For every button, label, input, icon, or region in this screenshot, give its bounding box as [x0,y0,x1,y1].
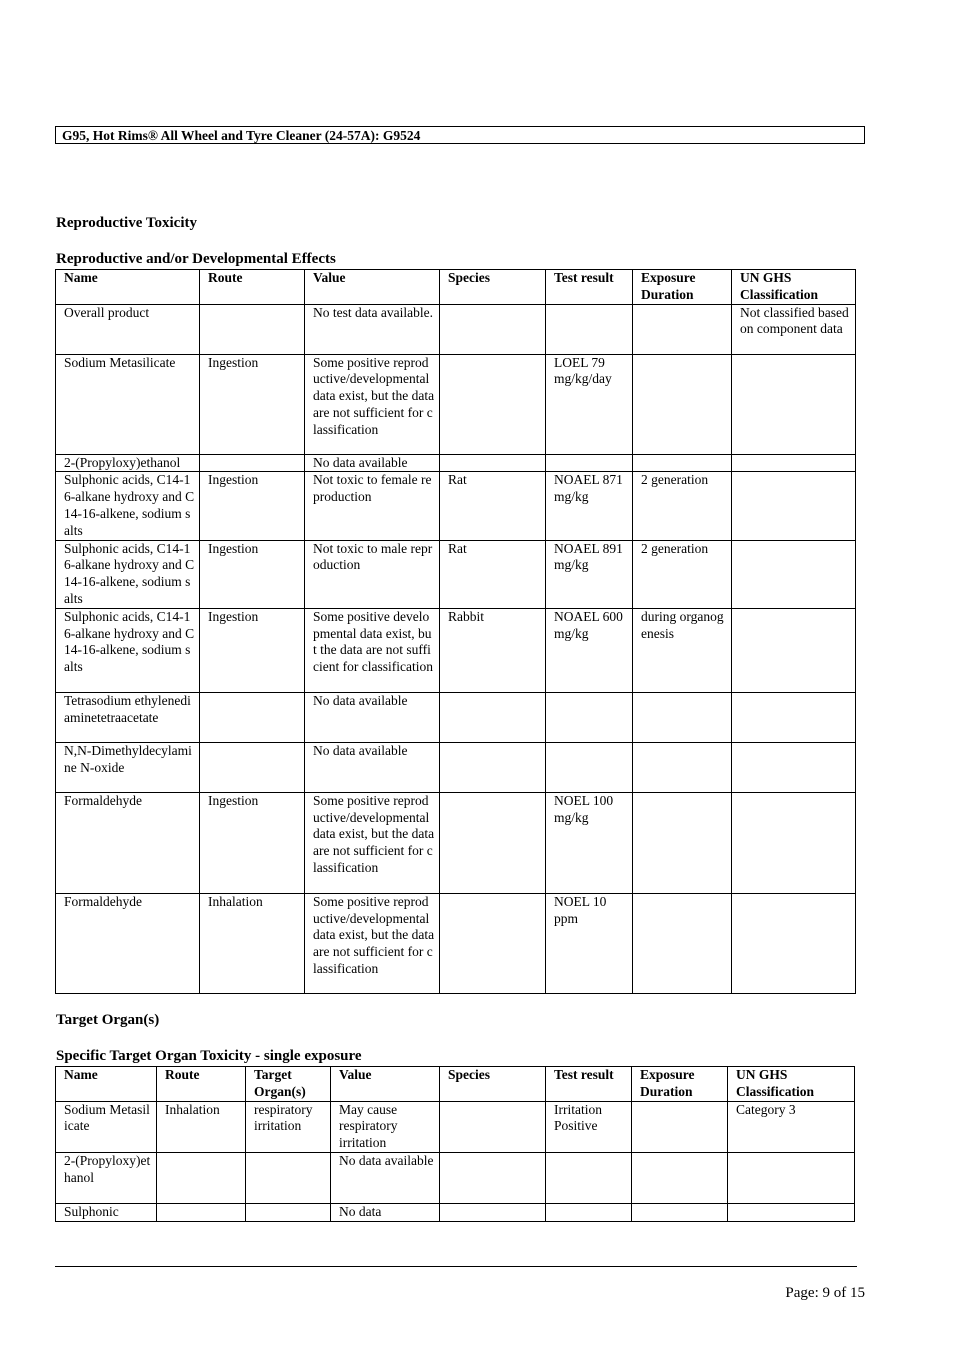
table-cell: 2 generation [633,540,732,608]
table-row [56,304,856,354]
table-cell: Category 3 [728,1101,855,1152]
table-cell [728,1152,855,1203]
section-title-target-organs: Target Organ(s) [56,1012,160,1028]
column-header: Species [440,1067,546,1102]
footer-divider [55,1266,857,1267]
table-cell: Some positive reproductive/developmental data exist, but the data are not sufficient for classification [305,792,440,893]
column-header: Name [56,270,200,305]
table-row [56,454,856,472]
table-cell [633,792,732,893]
table-cell: Inhalation [200,893,305,993]
table-cell [440,742,546,792]
column-header: Route [200,270,305,305]
table-cell [546,454,633,472]
table-cell [157,1152,246,1203]
table-row [56,472,856,540]
table-cell: Rabbit [440,608,546,692]
table-cell: during organogenesis [633,608,732,692]
table-cell [732,354,856,454]
table-cell [633,454,732,472]
table-cell [200,742,305,792]
table-cell [633,692,732,742]
table-cell: May cause respiratory irritation [331,1101,440,1152]
page-number: Page: 9 of 15 [785,1285,865,1301]
table-cell: Formaldehyde [56,893,200,993]
table-cell: 2-(Propyloxy)ethanol [56,454,200,472]
table-row [56,692,856,742]
table-cell: No data available [305,454,440,472]
table-cell: Ingestion [200,792,305,893]
table-cell [633,893,732,993]
table-cell: NOAEL 891 mg/kg [546,540,633,608]
table-cell [200,692,305,742]
table-cell: Sulphonic acids, C14-16-alkane hydroxy and C14-16-alkene, sodium salts [56,608,200,692]
table-cell [546,304,633,354]
table-cell: Tetrasodium ethylenediaminetetraacetate [56,692,200,742]
table-cell: Ingestion [200,472,305,540]
table-row [56,608,856,692]
table-cell [440,1203,546,1221]
column-header: Value [305,270,440,305]
table-cell [732,792,856,893]
table-header-row [56,1067,855,1102]
table-cell [546,742,633,792]
column-header: Test result [546,270,633,305]
table-row [56,1152,855,1203]
table-cell: Sulphonic acids, C14-16-alkane hydroxy and C14-16-alkene, sodium salts [56,540,200,608]
table-cell: N,N-Dimethyldecylamine N-oxide [56,742,200,792]
table-cell [732,692,856,742]
table-cell: Not toxic to female reproduction [305,472,440,540]
table-cell: 2 generation [633,472,732,540]
table-cell: Not classified based on component data [732,304,856,354]
table-cell [732,742,856,792]
column-header: UN GHS Classification [732,270,856,305]
table-cell: Ingestion [200,354,305,454]
table-cell: Sulphonic acids, C14-16-alkane hydroxy and C14-16-alkene, sodium salts [56,472,200,540]
table-cell [440,304,546,354]
column-header: Species [440,270,546,305]
table-cell: Ingestion [200,540,305,608]
table-cell: LOEL 79 mg/kg/day [546,354,633,454]
table-cell [246,1203,331,1221]
table-cell: Formaldehyde [56,792,200,893]
column-header: Exposure Duration [632,1067,728,1102]
table-cell: Sodium Metasilicate [56,354,200,454]
table-cell [440,792,546,893]
table-cell [633,354,732,454]
table-cell [632,1101,728,1152]
table-cell: Not toxic to male reproduction [305,540,440,608]
table-cell [732,540,856,608]
table-cell: respiratory irritation [246,1101,331,1152]
table-row [56,792,856,893]
table-cell [440,692,546,742]
table-cell: Rat [440,472,546,540]
table-cell [440,1152,546,1203]
table-cell [546,1203,632,1221]
column-header: Name [56,1067,157,1102]
table-title-stot-single: Specific Target Organ Toxicity - single exposure [56,1048,362,1064]
table-cell [546,692,633,742]
table-row [56,540,856,608]
table-cell: No data available [305,742,440,792]
table-cell: No data [331,1203,440,1221]
table-cell: NOEL 100 mg/kg [546,792,633,893]
table-cell [440,454,546,472]
table-cell [246,1152,331,1203]
document-header: G95, Hot Rims® All Wheel and Tyre Cleaner (24-57A): G9524 [55,126,865,144]
table-cell [632,1152,728,1203]
table-cell [440,354,546,454]
table-title-reproductive-effects: Reproductive and/or Developmental Effects [56,251,336,267]
table-row [56,893,856,993]
column-header: Target Organ(s) [246,1067,331,1102]
table-cell [728,1203,855,1221]
table-cell: Ingestion [200,608,305,692]
table-cell: 2-(Propyloxy)ethanol [56,1152,157,1203]
table-cell [546,1152,632,1203]
table-cell [157,1203,246,1221]
table-cell [632,1203,728,1221]
table-row [56,742,856,792]
table-row [56,1203,855,1221]
table-cell: No data available [331,1152,440,1203]
table-cell [440,893,546,993]
column-header: Route [157,1067,246,1102]
table-header-row [56,270,856,305]
section-title-reproductive-toxicity: Reproductive Toxicity [56,215,197,231]
table-cell [732,608,856,692]
column-header: Exposure Duration [633,270,732,305]
column-header: Test result [546,1067,632,1102]
table-row [56,1101,855,1152]
column-header: Value [331,1067,440,1102]
column-header: UN GHS Classification [728,1067,855,1102]
table-cell [732,893,856,993]
table-cell [732,472,856,540]
table-cell [200,304,305,354]
table-cell [633,742,732,792]
table-cell: Some positive developmental data exist, but the data are not sufficient for classification [305,608,440,692]
table-cell [633,304,732,354]
table-cell: Some positive reproductive/developmental data exist, but the data are not sufficient for classification [305,354,440,454]
table-cell: Some positive reproductive/developmental data exist, but the data are not sufficient for classification [305,893,440,993]
table-cell: Overall product [56,304,200,354]
table-cell: NOAEL 600 mg/kg [546,608,633,692]
table-cell: No test data available. [305,304,440,354]
table-row [56,354,856,454]
table-cell [200,454,305,472]
table-cell: Sodium Metasilicate [56,1101,157,1152]
reproductive-effects-table [55,269,856,994]
table-cell: No data available [305,692,440,742]
table-cell: Inhalation [157,1101,246,1152]
table-cell: NOAEL 871 mg/kg [546,472,633,540]
table-cell: Sulphonic [56,1203,157,1221]
table-cell: Irritation Positive [546,1101,632,1152]
stot-single-exposure-table [55,1066,855,1222]
table-cell [732,454,856,472]
table-cell: Rat [440,540,546,608]
table-cell: NOEL 10 ppm [546,893,633,993]
table-cell [440,1101,546,1152]
